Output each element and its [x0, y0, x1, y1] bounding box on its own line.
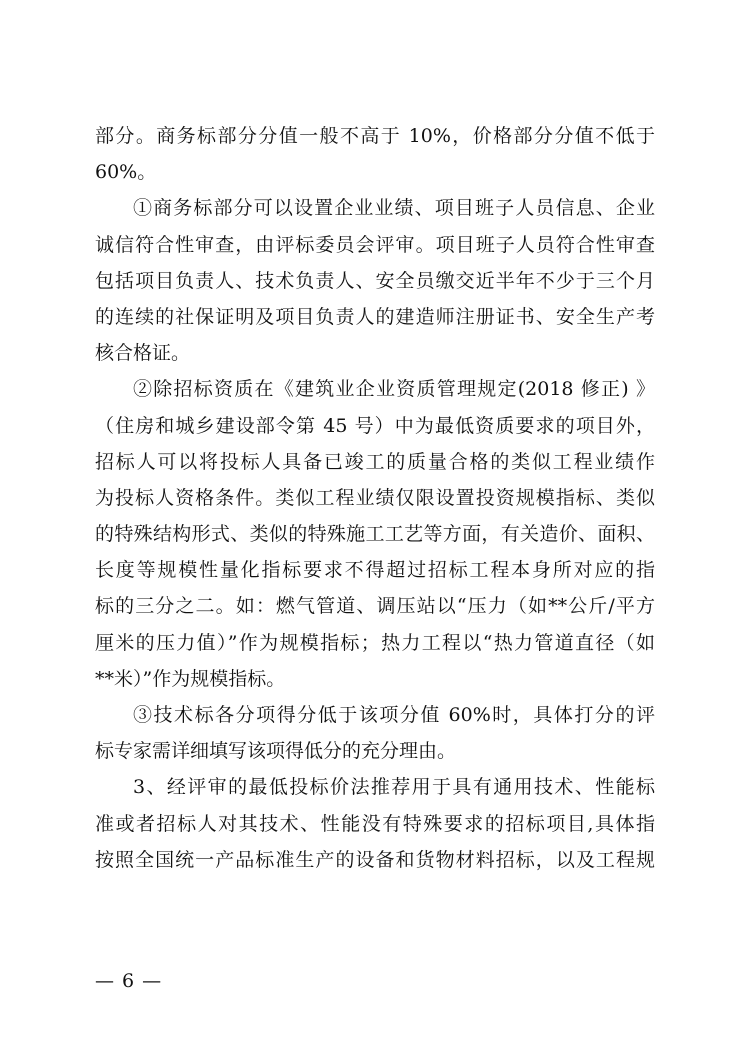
text-line: 包括项目负责人、技术负责人、安全员缴交近半年不少于三个月 [95, 269, 655, 292]
text-line: 诚信符合性审查，由评标委员会评审。项目班子人员符合性审查 [95, 233, 655, 256]
paragraph-start-line: ②除招标资质在《建筑业企业资质管理规定(2018 修正) 》 [133, 378, 655, 401]
paragraph-start-line: ③技术标各分项得分低于该项分值 60%时，具体打分的评 [133, 704, 655, 726]
text-line: 的特殊结构形式、类似的特殊施工工艺等方面，有关造价、面积、 [95, 523, 655, 546]
text-line: 按照全国统一产品标准生产的设备和货物材料招标，以及工程规 [95, 848, 655, 871]
text-line: 准或者招标人对其技术、性能没有特殊要求的招标项目,具体指 [95, 812, 655, 835]
text-line: **米）”作为规模指标。 [95, 667, 286, 690]
text-line: 标专家需详细填写该项得低分的充分理由。 [95, 740, 457, 763]
text-line: 60%。 [95, 161, 157, 184]
page-number: — 6 — [95, 970, 163, 992]
text-line: 招标人可以将投标人具备已竣工的质量合格的类似工程业绩作 [95, 450, 655, 473]
document-body [95, 118, 655, 878]
text-line: 厘米的压力值）”作为规模指标；热力工程以“热力管道直径（如 [95, 631, 655, 654]
text-line: （住房和城乡建设部令第 45 号）中为最低资质要求的项目外， [95, 414, 655, 437]
text-line: 部分。商务标部分分值一般不高于 10%，价格部分分值不低于 [95, 125, 655, 147]
text-line: 长度等规模性量化指标要求不得超过招标工程本身所对应的指 [95, 559, 655, 582]
text-line: 为投标人资格条件。类似工程业绩仅限设置投资规模指标、类似 [95, 486, 655, 509]
text-line: 核合格证。 [95, 342, 191, 365]
text-line: 标的三分之二。如：燃气管道、调压站以“压力（如**公斤/平方 [95, 595, 655, 618]
paragraph-start-line: ①商务标部分可以设置企业业绩、项目班子人员信息、企业 [133, 197, 655, 220]
paragraph-start-line: 3、经评审的最低投标价法推荐用于具有通用技术、性能标 [133, 776, 655, 799]
text-line: 的连续的社保证明及项目负责人的建造师注册证书、安全生产考 [95, 305, 655, 328]
